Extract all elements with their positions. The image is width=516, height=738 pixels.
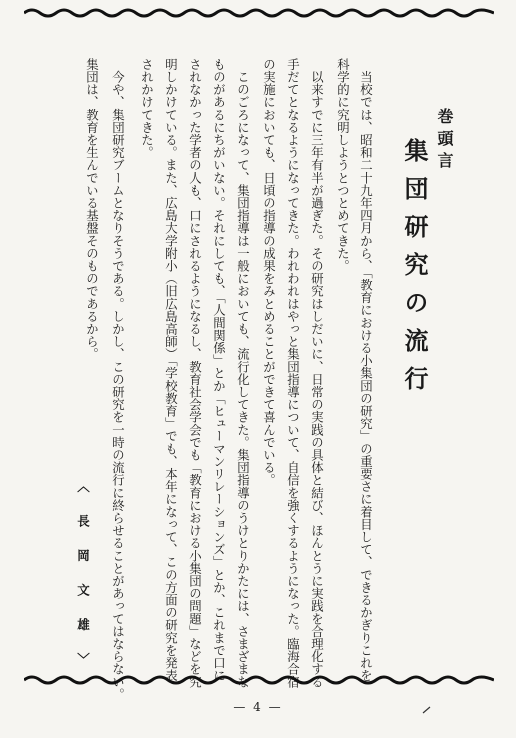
stray-mark-icon	[422, 706, 432, 714]
body-column-9: 明しかけている。また、広島大学附小（旧広島高師）「学校教育」でも、本年になって、この方面の研究を発表	[163, 58, 179, 682]
body-column-6: このごろになって、集団指導は一般においても、流行化してきた。集団指導のうけとりかたには、さまざまな	[235, 58, 251, 688]
body-column-1: 当校では、昭和二十九年四月から、「教育における小集団の研究」の重要さに着目して、できるかぎりこれを	[358, 58, 374, 682]
body-column-2: 科学的に究明しようとつとめてきた。	[335, 58, 351, 273]
decorative-top-rule	[24, 6, 494, 20]
body-column-8: されなかった学者の人も、口にされるようになるし、教育社会学会でも「教育における小集団の問題」などを究	[187, 58, 203, 688]
body-column-10: されかけてきた。	[139, 58, 155, 159]
body-column-12: 集団は、教育を生んでいる基盤そのものであるから。	[84, 58, 100, 361]
section-heading: 巻頭言	[435, 108, 454, 174]
body-column-4: 手だてとなるようになってきた。われわれはやっと集団指導について、自信を強くするようになった。臨海合宿	[285, 58, 301, 688]
body-column-3: 以来すでに三年有半が過ぎた。その研究はしだいに、日常の実践の具体と結び、ほんとうに実践を合理化する	[309, 58, 325, 688]
author-name: 〈長岡文雄〉	[75, 480, 91, 687]
page-number: — 4 —	[233, 700, 283, 714]
article-title: 集団研究の流行	[400, 138, 429, 404]
body-column-7: ものがあるにちがいない。それにしても、「人間関係」とか「ヒューマンリレーションズ」とか、これまで口に	[211, 58, 227, 682]
body-column-5: の実施においても、日頃の指導の成果をみとめることができて喜んでいる。	[261, 58, 277, 487]
body-column-11: 今や、集団研究ブームとなりそうである。しかし、この研究を一時の流行に終らせることがあってはならない。	[110, 58, 126, 701]
decorative-bottom-rule	[24, 673, 494, 687]
